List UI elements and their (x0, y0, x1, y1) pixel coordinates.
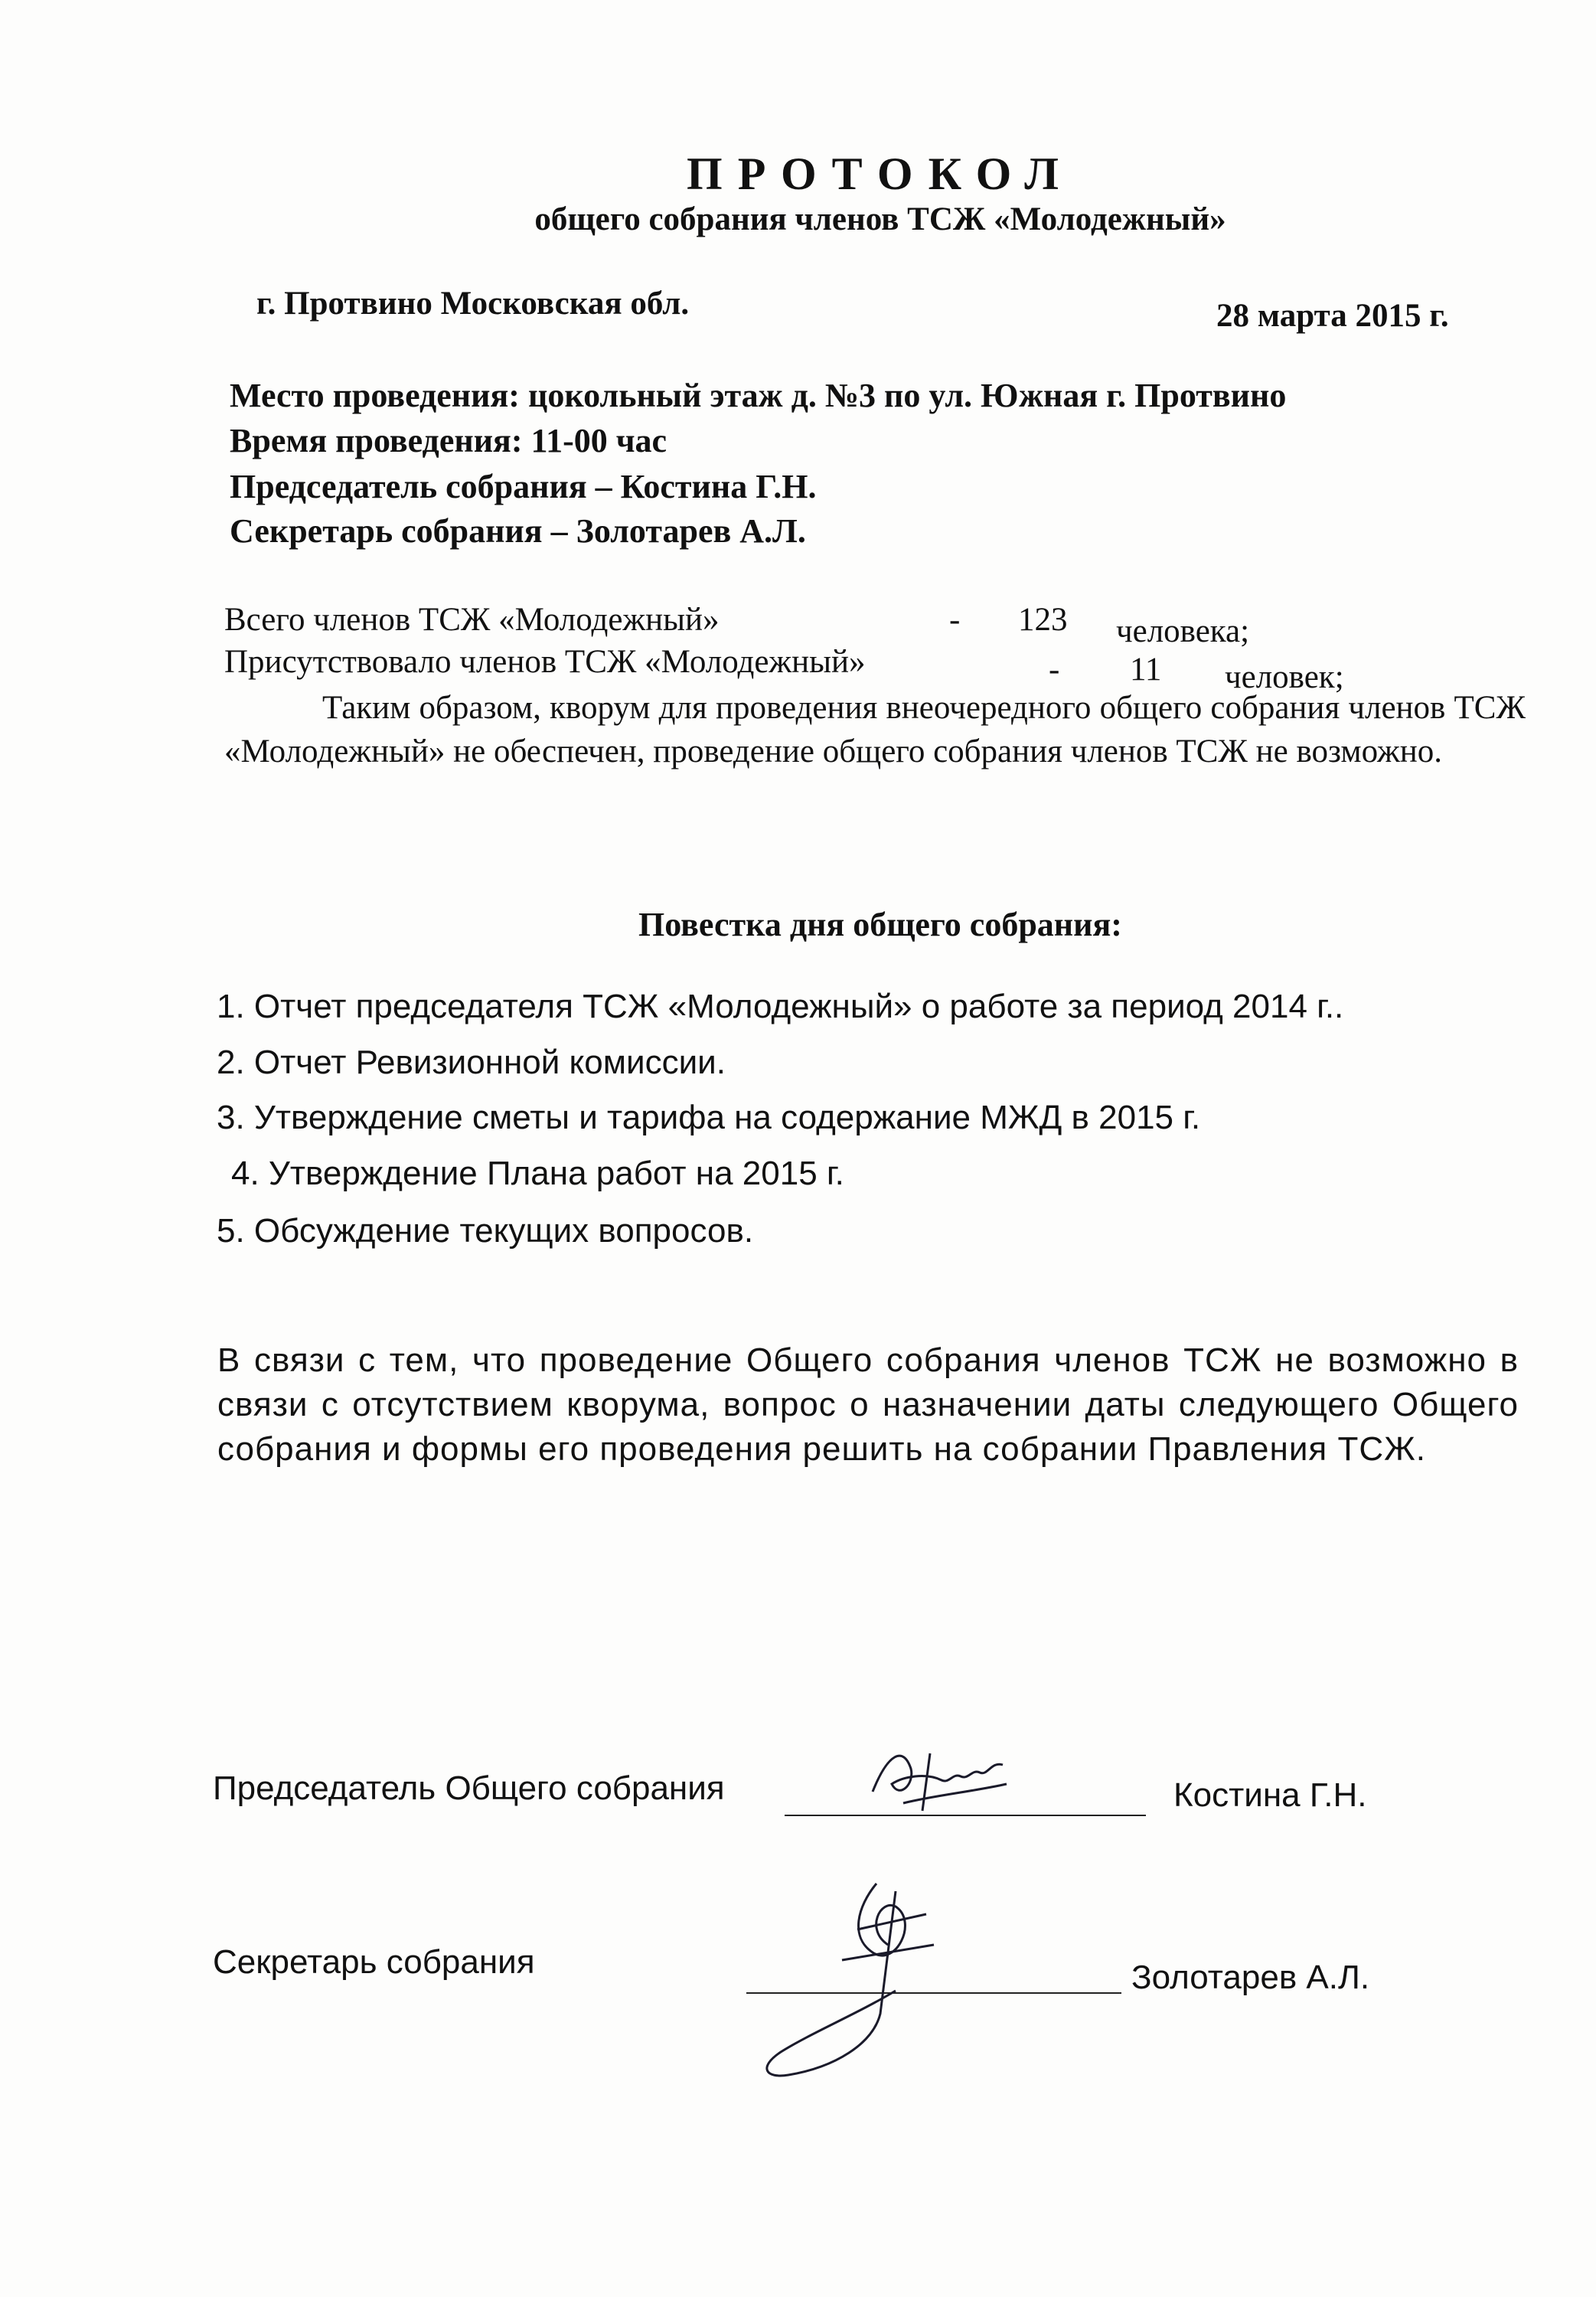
present-members-unit: человек; (1225, 659, 1344, 695)
chair-name: Костина Г.Н. (1173, 1776, 1367, 1814)
total-members-value: 123 (1018, 602, 1068, 638)
secretary-handwritten-signature (743, 1861, 987, 2090)
present-members-value: 11 (1130, 652, 1162, 688)
agenda-item: 2. Отчет Ревизионной комиссии. (217, 1044, 726, 1081)
quorum-paragraph: Таким образом, кворум для проведения внеочередного общего собрания членов ТСЖ «Молодежный» не обеспечен, проведение общего собрания членов ТСЖ не возможно. (224, 690, 1526, 769)
agenda-item: 4. Утверждение Плана работ на 2015 г. (231, 1155, 844, 1192)
city: г. Протвино Московская обл. (256, 286, 690, 322)
document-title: ПРОТОКОЛ (687, 149, 1074, 199)
meeting-chair: Председатель собрания – Костина Г.Н. (230, 468, 817, 505)
secretary-signature-label: Секретарь собрания (213, 1943, 535, 1981)
decision-paragraph: В связи с тем, что проведение Общего собрания членов ТСЖ не возможно в связи с отсутствием кворума, вопрос о назначении даты следующего Общего собрания и формы его проведения решить на собрании Правления ТСЖ. (217, 1341, 1519, 1468)
meeting-secretary: Секретарь собрания – Золотарев А.Л. (230, 512, 806, 550)
agenda-item: 1. Отчет председателя ТСЖ «Молодежный» о работе за период 2014 г.. (217, 988, 1344, 1025)
present-members-label: Присутствовало членов ТСЖ «Молодежный» (224, 644, 866, 680)
total-members-dash: - (949, 602, 961, 638)
agenda-item: 5. Обсуждение текущих вопросов. (217, 1212, 754, 1250)
agenda-item: 3. Утверждение сметы и тарифа на содержание МЖД в 2015 г. (217, 1099, 1201, 1136)
meeting-time: Время проведения: 11-00 час (230, 422, 667, 459)
document-subtitle: общего собрания членов ТСЖ «Молодежный» (534, 201, 1226, 237)
total-members-unit: человека; (1116, 613, 1250, 649)
secretary-name: Золотарев А.Л. (1131, 1959, 1370, 1996)
meeting-place: Место проведения: цокольный этаж д. №3 по ул. Южная г. Протвино (230, 377, 1287, 414)
date: 28 марта 2015 г. (1216, 298, 1449, 334)
chair-signature-label: Председатель Общего собрания (213, 1769, 725, 1807)
chair-handwritten-signature (857, 1738, 1010, 1822)
agenda-title: Повестка дня общего собрания: (638, 906, 1122, 943)
present-members-dash: - (1049, 652, 1060, 688)
total-members-label: Всего членов ТСЖ «Молодежный» (224, 602, 720, 638)
